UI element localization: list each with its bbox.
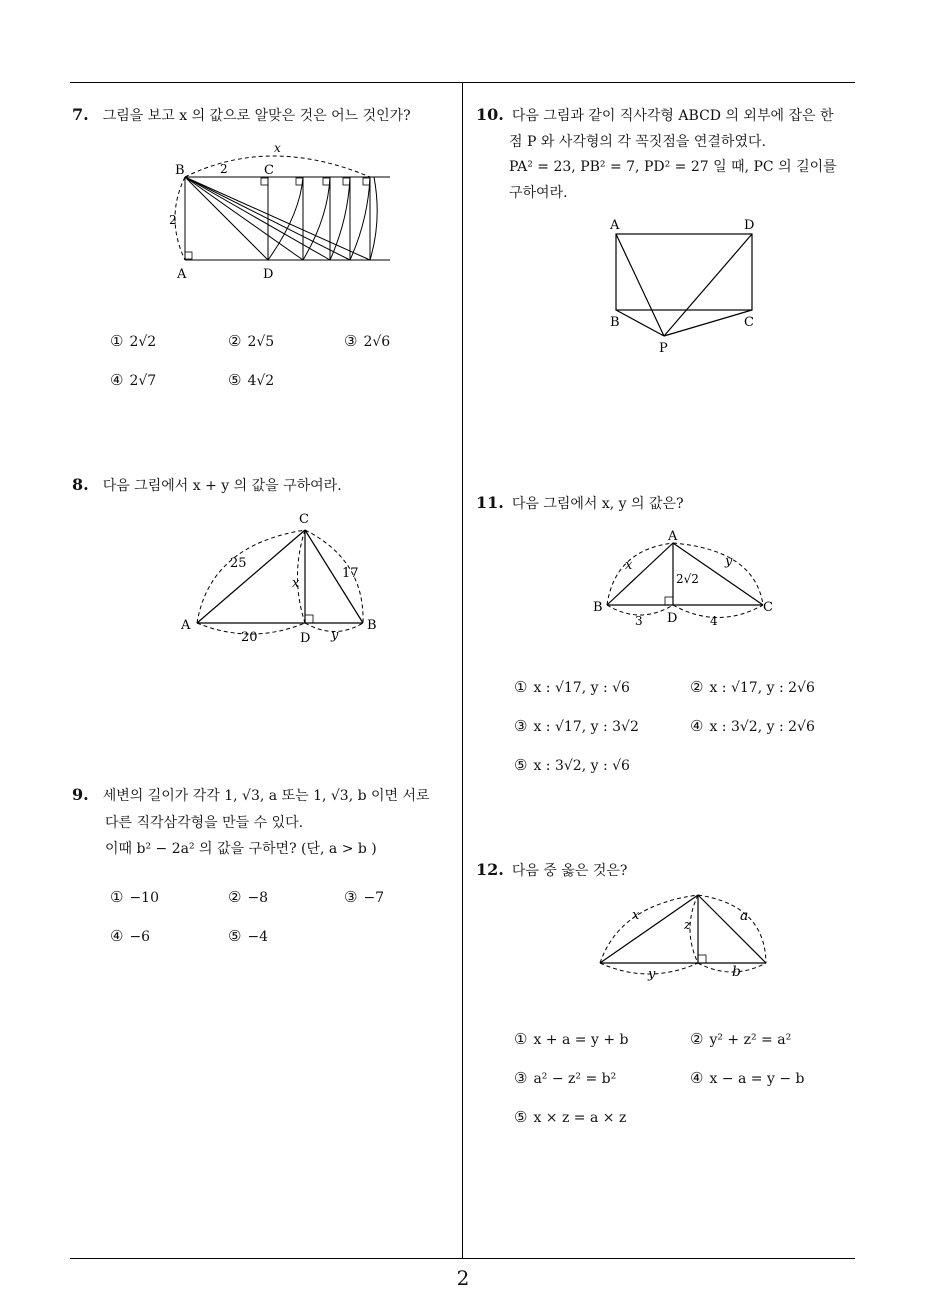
- q11-choice-5[interactable]: ⑤ x : 3√2, y : √6: [514, 756, 630, 774]
- label-C: C: [299, 512, 309, 527]
- question-number: 11.: [476, 493, 504, 512]
- q11-choice-2[interactable]: ② x : √17, y : 2√6: [690, 678, 815, 696]
- label-ab: 2: [169, 213, 177, 227]
- q9-choice-5[interactable]: ⑤ −4: [228, 927, 269, 945]
- q7-choice-1[interactable]: ① 2√2: [110, 332, 157, 350]
- q7-choice-4[interactable]: ④ 2√7: [110, 371, 157, 389]
- q7-choice-3[interactable]: ③ 2√6: [344, 332, 391, 350]
- label-dc: 4: [710, 614, 718, 628]
- q9-choice-4[interactable]: ④ −6: [110, 927, 151, 945]
- label-C: C: [744, 315, 754, 330]
- label-bc: 17: [342, 566, 359, 581]
- label-B: B: [367, 618, 377, 633]
- q10-figure: [600, 212, 770, 357]
- bottom-rule: [70, 1258, 855, 1259]
- label-x: x: [292, 576, 300, 591]
- question-10-line-2: 점 P 와 사각형의 각 꼭짓점을 연결하였다.: [509, 134, 766, 150]
- q11-choice-1[interactable]: ① x : √17, y : √6: [514, 678, 630, 696]
- q11-choice-4[interactable]: ④ x : 3√2, y : 2√6: [690, 717, 815, 735]
- question-9: [72, 782, 430, 809]
- label-ad: 2√2: [676, 572, 699, 586]
- label-D: D: [667, 611, 678, 626]
- label-B: B: [175, 163, 185, 178]
- question-10-line-4: 구하여라.: [509, 185, 568, 201]
- label-ac: 25: [230, 556, 247, 571]
- question-10: [476, 102, 833, 129]
- question-number: 9.: [72, 785, 89, 804]
- question-text: 다음 그림에서 x, y 의 값은?: [511, 496, 684, 512]
- question-9-line-2: 다른 직각삼각형을 만들 수 있다.: [105, 815, 304, 831]
- column-divider: [462, 82, 463, 1259]
- label-b: b: [732, 964, 741, 980]
- label-C: C: [264, 163, 274, 178]
- label-bc: 2: [220, 162, 228, 176]
- label-P: P: [659, 341, 668, 356]
- question-number: 10.: [476, 105, 504, 124]
- label-B: B: [593, 600, 603, 615]
- question-text: 그림을 보고 x 의 값으로 알맞은 것은 어느 것인가?: [102, 108, 411, 124]
- q9-choice-2[interactable]: ② −8: [228, 888, 269, 906]
- question-12: [476, 857, 627, 884]
- q12-choice-3[interactable]: ③ a² − z² = b²: [514, 1069, 617, 1087]
- label-B: B: [610, 315, 620, 330]
- label-D: D: [744, 218, 755, 233]
- label-z: z: [684, 918, 691, 933]
- label-x: x: [274, 141, 281, 155]
- question-number: 12.: [476, 860, 504, 879]
- label-A: A: [177, 267, 187, 282]
- q12-choice-1[interactable]: ① x + a = y + b: [514, 1030, 629, 1048]
- label-D: D: [263, 267, 274, 282]
- question-number: 8.: [72, 475, 89, 494]
- q11-choice-3[interactable]: ③ x : √17, y : 3√2: [514, 717, 639, 735]
- label-a: a: [740, 908, 749, 924]
- question-number: 7.: [72, 105, 89, 124]
- label-y: y: [725, 554, 733, 569]
- question-text: 다음 중 옳은 것은?: [511, 863, 628, 879]
- q9-choice-3[interactable]: ③ −7: [344, 888, 385, 906]
- q7-choice-2[interactable]: ② 2√5: [228, 332, 275, 350]
- question-10-line-3: PA² = 23, PB² = 7, PD² = 27 일 때, PC 의 길이를: [509, 159, 837, 175]
- q12-choice-5[interactable]: ⑤ x × z = a × z: [514, 1108, 627, 1126]
- question-text: 다음 그림에서 x + y 의 값을 구하여라.: [102, 478, 342, 494]
- label-x: x: [632, 908, 640, 923]
- question-line-1: 세변의 길이가 각각 1, √3, a 또는 1, √3, b 이면 서로: [102, 788, 430, 804]
- label-C: C: [763, 600, 773, 615]
- q12-choice-4[interactable]: ④ x − a = y − b: [690, 1069, 805, 1087]
- q11-figure: [585, 525, 785, 630]
- label-y: y: [331, 628, 339, 643]
- q12-figure: [590, 885, 780, 985]
- label-x: x: [625, 558, 633, 573]
- label-bd: 3: [635, 614, 643, 628]
- question-7: [72, 102, 411, 129]
- question-8: [72, 472, 342, 499]
- label-D: D: [300, 631, 311, 646]
- q9-choice-1[interactable]: ① −10: [110, 888, 159, 906]
- label-A: A: [668, 529, 678, 544]
- q8-figure: [175, 505, 390, 650]
- q12-choice-2[interactable]: ② y² + z² = a²: [690, 1030, 792, 1048]
- page-number: 2: [456, 1266, 470, 1290]
- label-A: A: [610, 218, 620, 233]
- question-9-line-3: 이때 b² − 2a² 의 값을 구하면? (단, a > b ): [105, 841, 377, 857]
- question-11: [476, 490, 684, 517]
- label-ad: 20: [241, 630, 258, 645]
- q7-choice-5[interactable]: ⑤ 4√2: [228, 371, 275, 389]
- label-A: A: [181, 618, 191, 633]
- label-y: y: [648, 967, 656, 982]
- question-line-1: 다음 그림과 같이 직사각형 ABCD 의 외부에 잡은 한: [511, 108, 834, 124]
- q7-figure: [160, 140, 400, 285]
